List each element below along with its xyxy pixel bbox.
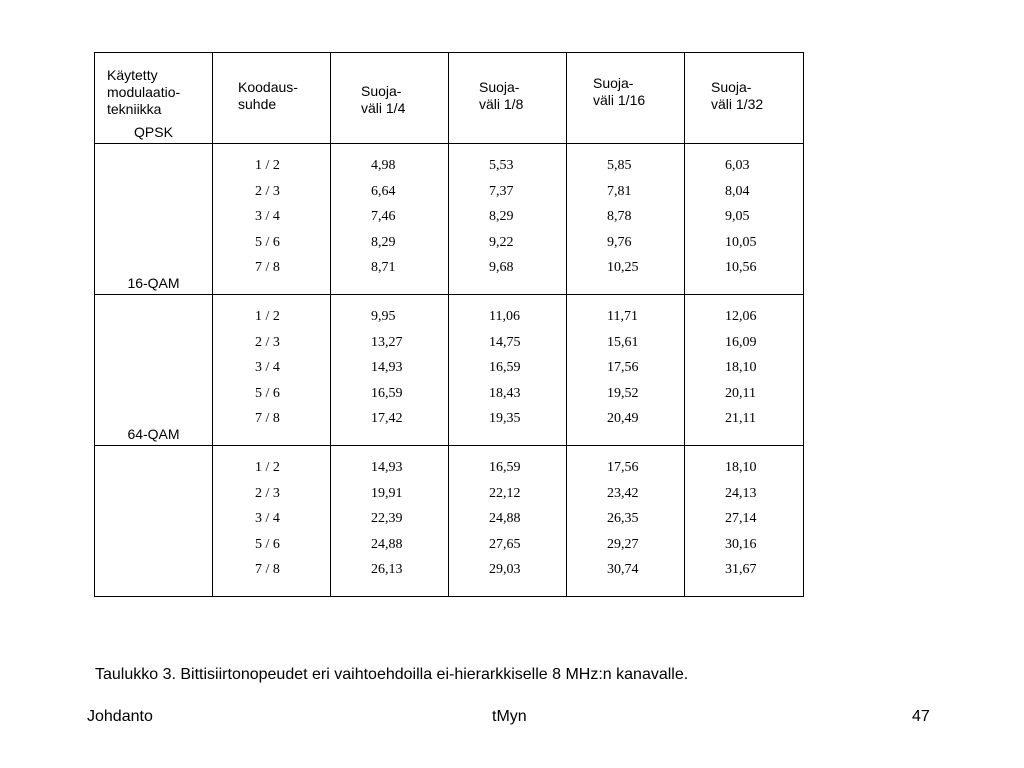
header-guard-1-4: Suoja- väli 1/4 (331, 53, 449, 144)
coding-rate-value: 2 / 3 (255, 334, 280, 350)
bitrate-value: 18,10 (725, 460, 757, 475)
bitrate-value: 9,05 (725, 209, 750, 224)
guard-1-32-cell (685, 446, 804, 597)
bitrate-value: 19,52 (607, 385, 639, 401)
bitrate-value: 19,91 (371, 485, 403, 501)
bitrate-value: 9,76 (607, 234, 632, 250)
bitrate-value: 26,13 (371, 562, 403, 577)
bitrate-value: 5,85 (607, 158, 632, 173)
bitrate-value: 27,14 (725, 511, 757, 526)
bitrate-value: 11,71 (607, 309, 638, 324)
bitrate-value: 16,59 (489, 460, 521, 475)
coding-rate-value: 3 / 4 (255, 209, 280, 224)
bitrate-value: 8,71 (371, 260, 396, 275)
header-modulation: Käytetty modulaatio- tekniikka (95, 53, 213, 144)
bitrate-value: 8,78 (607, 209, 632, 224)
coding-rate-cell (213, 446, 331, 597)
bitrate-value: 7,81 (607, 183, 632, 199)
bitrate-value: 16,59 (371, 385, 403, 401)
guard-1-16-cell (567, 144, 685, 295)
bitrate-value: 20,49 (607, 411, 639, 426)
guard-1-8-cell (449, 295, 567, 446)
coding-rate-value: 1 / 2 (255, 309, 280, 324)
bitrate-value: 8,29 (371, 234, 396, 250)
coding-rate-value: 5 / 6 (255, 234, 280, 250)
coding-rate-value: 5 / 6 (255, 536, 280, 552)
guard-1-16-cell (567, 295, 685, 446)
bitrate-value: 8,29 (489, 209, 514, 224)
coding-rate-value: 7 / 8 (255, 411, 280, 426)
guard-1-8-cell (449, 144, 567, 295)
footer-author: tMyn (492, 708, 527, 725)
coding-rate-value: 5 / 6 (255, 385, 280, 401)
guard-1-32-cell (685, 144, 804, 295)
coding-rate-value: 1 / 2 (255, 158, 280, 173)
header-guard-1-32: Suoja- väli 1/32 (685, 53, 804, 144)
bitrate-value: 9,95 (371, 309, 396, 324)
bitrate-value: 8,04 (725, 183, 750, 199)
bitrate-value: 21,11 (725, 411, 756, 426)
bitrate-value: 10,25 (607, 260, 639, 275)
coding-rate-value: 2 / 3 (255, 485, 280, 501)
bitrate-value: 13,27 (371, 334, 403, 350)
guard-1-4-cell (331, 446, 449, 597)
bitrate-value: 9,22 (489, 234, 514, 250)
header-guard-1-16: Suoja- väli 1/16 (567, 53, 685, 144)
bitrate-value: 17,42 (371, 411, 403, 426)
bitrate-value: 5,53 (489, 158, 514, 173)
modulation-cell: 64-QAM (95, 446, 213, 597)
bitrate-value: 6,64 (371, 183, 396, 199)
bitrate-value: 6,03 (725, 158, 750, 173)
bitrate-value: 22,39 (371, 511, 403, 526)
bitrate-value: 24,13 (725, 485, 757, 501)
guard-1-8-cell (449, 446, 567, 597)
bitrate-value: 4,98 (371, 158, 396, 173)
coding-rate-value: 7 / 8 (255, 562, 280, 577)
bitrate-value: 18,10 (725, 360, 757, 375)
bitrate-value: 14,75 (489, 334, 521, 350)
bitrate-value: 9,68 (489, 260, 514, 275)
coding-rate-value: 2 / 3 (255, 183, 280, 199)
bitrate-value: 20,11 (725, 385, 756, 401)
bitrate-value: 27,65 (489, 536, 521, 552)
bitrate-value: 7,37 (489, 183, 514, 199)
bitrate-value: 17,56 (607, 360, 639, 375)
header-coding-rate: Koodaus- suhde (213, 53, 331, 144)
bitrate-value: 24,88 (371, 536, 403, 552)
bitrate-value: 18,43 (489, 385, 521, 401)
bitrate-value: 16,09 (725, 334, 757, 350)
bitrate-value: 15,61 (607, 334, 639, 350)
bitrate-value: 16,59 (489, 360, 521, 375)
bitrate-table (94, 52, 804, 597)
guard-1-4-cell (331, 144, 449, 295)
table-row-qpsk (95, 144, 804, 295)
bitrate-value: 30,16 (725, 536, 757, 552)
bitrate-value: 14,93 (371, 360, 403, 375)
bitrate-value: 12,06 (725, 309, 757, 324)
bitrate-value: 23,42 (607, 485, 639, 501)
guard-1-16-cell (567, 446, 685, 597)
bitrate-value: 31,67 (725, 562, 757, 577)
coding-rate-value: 3 / 4 (255, 360, 280, 375)
table-caption: Taulukko 3. Bittisiirtonopeudet eri vaihtoehdoilla ei-hierarkkiselle 8 MHz:n kanavalle. (95, 666, 689, 683)
header-guard-1-8: Suoja- väli 1/8 (449, 53, 567, 144)
bitrate-value: 19,35 (489, 411, 521, 426)
footer-section-title: Johdanto (87, 708, 153, 725)
guard-1-32-cell (685, 295, 804, 446)
bitrate-value: 29,03 (489, 562, 521, 577)
coding-rate-cell (213, 295, 331, 446)
bitrate-value: 29,27 (607, 536, 639, 552)
table-row-16qam (95, 295, 804, 446)
table-row-64qam (95, 446, 804, 597)
coding-rate-value: 7 / 8 (255, 260, 280, 275)
coding-rate-value: 3 / 4 (255, 511, 280, 526)
footer-page-number: 47 (912, 708, 930, 725)
coding-rate-cell (213, 144, 331, 295)
bitrate-value: 10,56 (725, 260, 757, 275)
bitrate-value: 7,46 (371, 209, 396, 224)
bitrate-value: 11,06 (489, 309, 520, 324)
bitrate-value: 22,12 (489, 485, 521, 501)
modulation-cell: QPSK (95, 144, 213, 295)
guard-1-4-cell (331, 295, 449, 446)
coding-rate-value: 1 / 2 (255, 460, 280, 475)
bitrate-value: 10,05 (725, 234, 757, 250)
bitrate-value: 14,93 (371, 460, 403, 475)
bitrate-value: 30,74 (607, 562, 639, 577)
bitrate-value: 17,56 (607, 460, 639, 475)
bitrate-value: 26,35 (607, 511, 639, 526)
bitrate-value: 24,88 (489, 511, 521, 526)
modulation-cell: 16-QAM (95, 295, 213, 446)
